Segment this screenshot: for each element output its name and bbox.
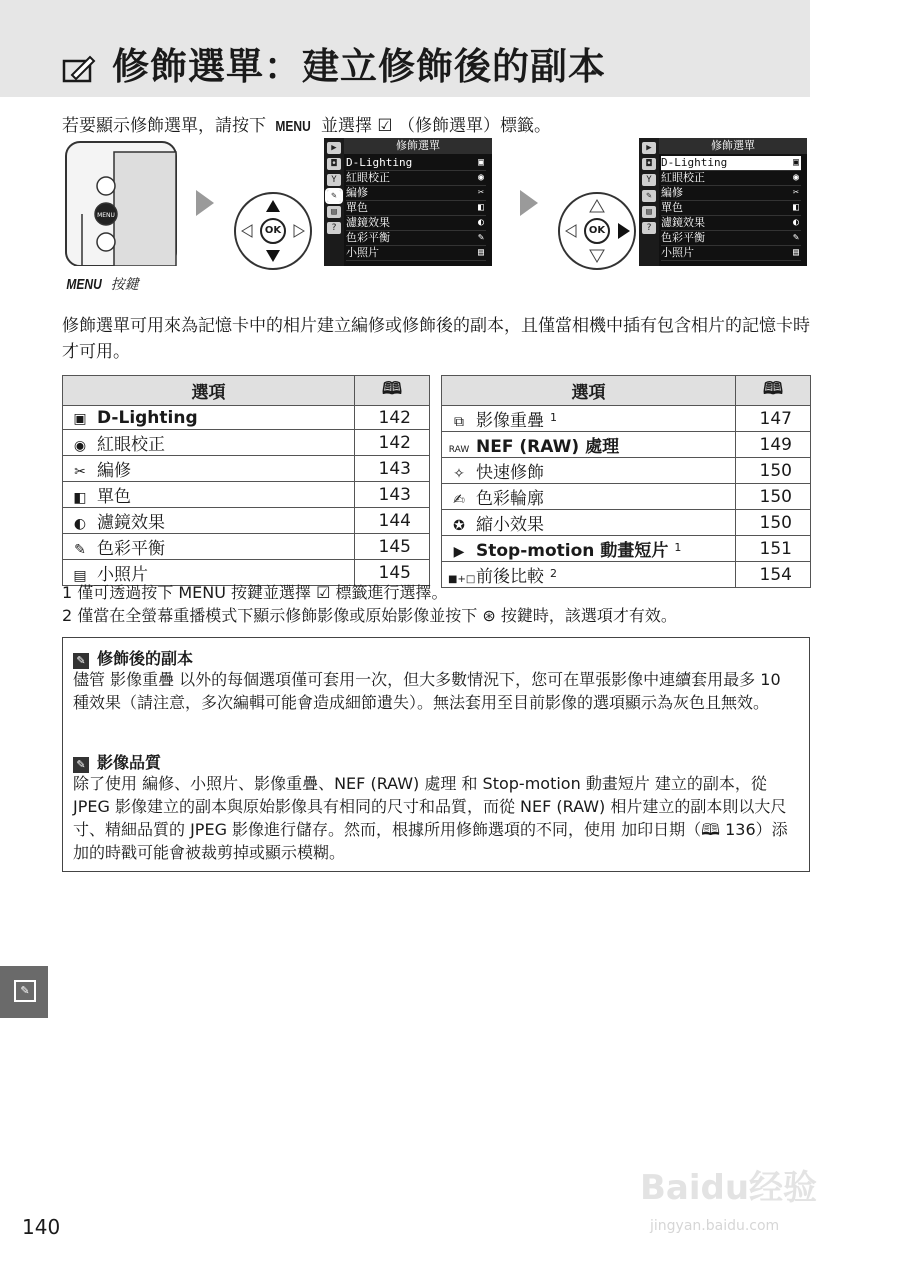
description-paragraph: 修飾選單可用來為記憶卡中的相片建立編修或修飾後的副本，且僅當相機中插有包含相片的記憶卡時才可用。 — [62, 316, 810, 362]
screen-row: 單色 ◧ — [661, 201, 799, 214]
color-balance-icon: ✎ — [74, 542, 86, 558]
page-title — [62, 36, 606, 92]
note-text-2: 除了使用 編修、小照片、影像重疊、NEF (RAW) 處理 和 Stop-motion 動畫短片 建立的副本，從 JPEG 影像建立的副本與原始影像具有相同的尺寸和品質，而從 NEF (RAW) 相片建立的副本則以大尺寸、精細品質的 JPEG 影像進行儲存。然而，根據所用修飾選項的不同，使用 加印日期（🕮 136）添加的時戳可能會被裁剪掉或顯示模糊。 — [73, 774, 788, 862]
color-outline-icon: ✍ — [453, 492, 465, 508]
image-overlay-icon: ⧉ — [454, 414, 464, 430]
screen-row: 小照片 ▤ — [661, 246, 799, 259]
table-row: RAW NEF (RAW) 處理 149 — [442, 432, 811, 458]
screen-header: 修飾選單 — [344, 138, 492, 154]
retouch-tab-icon: ☑ — [377, 116, 393, 136]
screen-row: D-Lighting ▣ — [346, 156, 484, 169]
table-row: ◧ 單色 143 — [63, 482, 430, 508]
small-picture-icon: ▤ — [73, 568, 87, 584]
table-row: ▶ Stop-motion 動畫短片 $^1$ 151 — [442, 536, 811, 562]
watermark: Baidu经验 — [640, 1168, 818, 1208]
svg-text:MENU: MENU — [97, 212, 115, 219]
table-row: ✧ 快速修飾 150 — [442, 458, 811, 484]
screen-row: 紅眼校正 ◉ — [661, 171, 799, 184]
table-row: ✍ 色彩輪廓 150 — [442, 484, 811, 510]
table-row: ▣ D-Lighting 142 — [63, 406, 430, 430]
miniature-effect-icon: ✪ — [453, 518, 465, 534]
note-text-1: 儘管 影像重疊 以外的每個選項僅可套用一次，但大多數情況下，您可在單張影像中連續套用最多 10 種效果（請注意，多次編輯可能會造成細節遺失）。無法套用至目前影像的選項顯示為灰色且無效。 — [73, 670, 781, 712]
table-row: ⧉ 影像重疊 $^1$ 147 — [442, 406, 811, 432]
retouch-icon — [62, 49, 98, 92]
watermark-url: jingyan.baidu.com — [650, 1218, 780, 1234]
stop-motion-icon: ▶ — [453, 544, 465, 560]
red-eye-icon: ◉ — [73, 438, 87, 454]
table-row: ✪ 縮小效果 150 — [442, 510, 811, 536]
screen-row-selected: D-Lighting ▣ — [661, 156, 799, 169]
options-table-right — [441, 375, 811, 588]
quick-retouch-icon: ✧ — [453, 466, 465, 482]
table-row: ✂ 編修 143 — [63, 456, 430, 482]
footnote-1: 1 僅可透過按下 MENU 按鍵並選擇 ☑ 標籤進行選擇。 — [62, 583, 448, 602]
multi-selector-up — [234, 192, 312, 270]
arrow-right-icon — [520, 190, 538, 216]
ok-button-icon: OK — [584, 218, 610, 244]
screen-tab-column: ▶ ◘ Y ✎ ▤ ? — [639, 138, 659, 266]
options-table-left — [62, 375, 430, 586]
camera-back-illustration — [62, 138, 180, 266]
screen-tab-column: ▶ ◘ Y ✎ ▤ ? — [324, 138, 344, 266]
title-text: 修飾選單：建立修飾後的副本 — [112, 45, 606, 88]
note-heading-2: ✎ 影像品質 — [73, 750, 161, 773]
screen-row: 色彩平衡 ✎ — [661, 231, 799, 244]
screen-row: 濾鏡效果 ◐ — [661, 216, 799, 229]
screen-row: 單色 ◧ — [346, 201, 484, 214]
side-by-side-icon: ■+□ — [448, 574, 476, 585]
ok-button-icon: OK — [260, 218, 286, 244]
menu-screen-2 — [639, 138, 807, 266]
footnote-2: 2 僅當在全螢幕重播模式下顯示修飾影像或原始影像並按下 ⊛ 按鍵時，該選項才有效。 — [62, 606, 677, 625]
table-row: ◉ 紅眼校正 142 — [63, 430, 430, 456]
page-number: 140 — [22, 1215, 61, 1239]
screen-row: 編修 ✂ — [346, 186, 484, 199]
table-row: ▤ 小照片 145 — [63, 560, 430, 586]
monochrome-icon: ◧ — [73, 490, 87, 506]
table-row: ◐ 濾鏡效果 144 — [63, 508, 430, 534]
screen-row: 紅眼校正 ◉ — [346, 171, 484, 184]
trim-icon: ✂ — [74, 464, 86, 480]
table-row: ✎ 色彩平衡 145 — [63, 534, 430, 560]
column-header-option: 選項 — [63, 376, 355, 406]
raw-processing-icon: RAW — [448, 445, 470, 455]
column-header-option: 選項 — [442, 376, 736, 406]
column-header-page: 🕮 — [736, 376, 811, 406]
menu-word: MENU — [275, 118, 312, 135]
menu-screen-1 — [324, 138, 492, 266]
multi-selector-right — [558, 192, 636, 270]
pencil-icon: ✎ — [73, 653, 89, 669]
filter-icon: ◐ — [73, 516, 87, 532]
screen-row: 濾鏡效果 ◐ — [346, 216, 484, 229]
screen-row: 色彩平衡 ✎ — [346, 231, 484, 244]
column-header-page: 🕮 — [355, 376, 430, 406]
intro-text: 若要顯示修飾選單，請按下 MENU 並選擇 ☑ （修飾選單）標籤。 — [62, 116, 552, 136]
note-heading-1: ✎ 修飾後的副本 — [73, 646, 193, 669]
d-lighting-icon: ▣ — [73, 410, 87, 427]
arrow-right-icon — [196, 190, 214, 216]
screen-row: 編修 ✂ — [661, 186, 799, 199]
table-row: ■+□前後比較 $^2$ 154 — [442, 562, 811, 588]
section-side-tab — [0, 966, 48, 1018]
notes-box — [62, 637, 810, 872]
pencil-icon: ✎ — [73, 757, 89, 773]
retouch-tab-icon: ✎ — [14, 980, 36, 1002]
screen-header: 修飾選單 — [659, 138, 807, 154]
menu-button-caption: MENU 按鍵 — [66, 276, 139, 293]
screen-row: 小照片 ▤ — [346, 246, 484, 259]
